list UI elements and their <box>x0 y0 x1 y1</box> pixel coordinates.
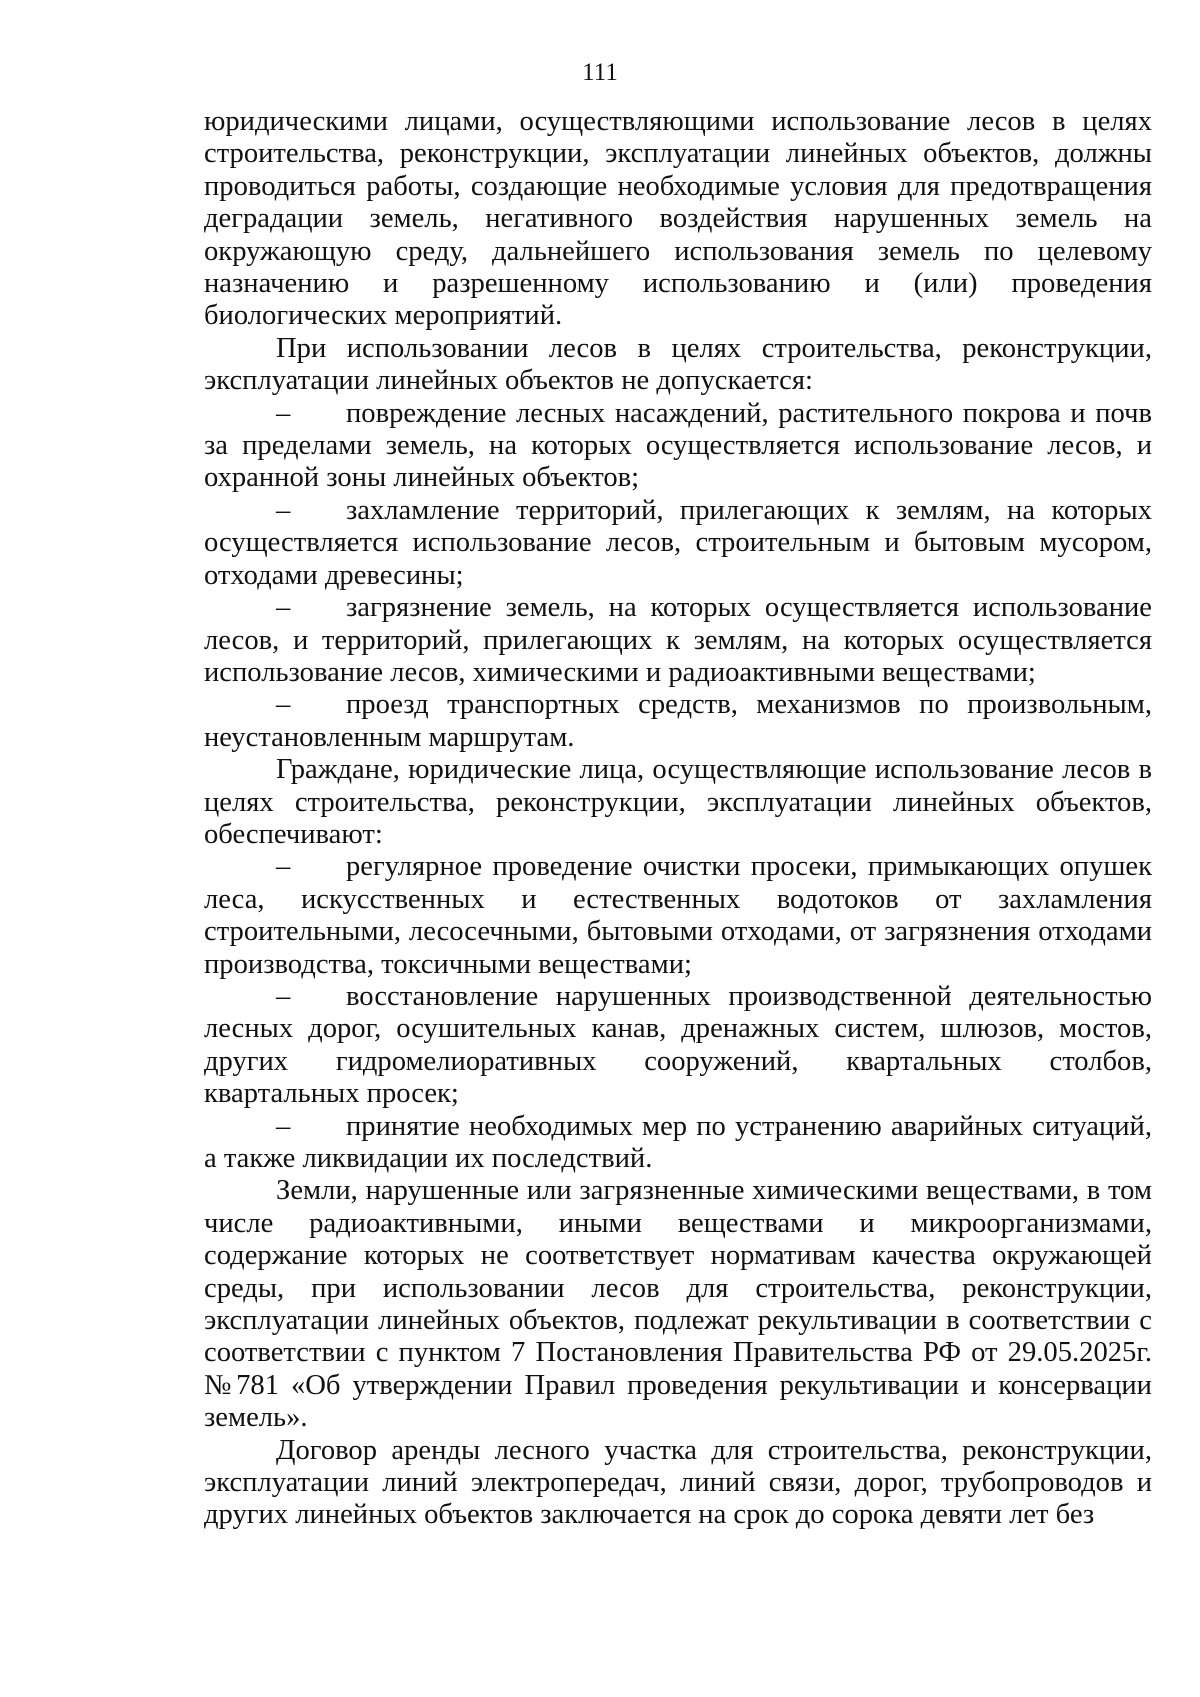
document-body <box>204 106 1152 1532</box>
dash-marker: – <box>276 980 291 1012</box>
list-item-vehicles <box>204 689 1152 754</box>
list-item-damage <box>204 398 1152 495</box>
list-item-text: регулярное проведение очистки просеки, примыкающих опушек леса, искусственных и естественных водотоков от захламления строительными, лесосечными, бытовыми отходами, от загрязнения отходами производства, токсичными веществами; <box>204 851 1152 980</box>
list-item-text: восстановление нарушенных производственной деятельностью лесных дорог, осушительных канав, дренажных систем, шлюзов, мостов, других гидромелиоративных сооружений, квартальных столбов, квартальных просек; <box>204 980 1152 1110</box>
paragraph-obligations-intro: Граждане, юридические лица, осуществляющие использование лесов в целях строительства, реконструкции, эксплуатации линейных объектов, обеспечивают: <box>204 754 1152 850</box>
list-item-restoration <box>204 981 1152 1111</box>
list-item-pollution <box>204 592 1152 689</box>
paragraph-lease-agreement: Договор аренды лесного участка для строительства, реконструкции, эксплуатации линий электропередач, линий связи, дорог, трубопроводов и других линейных объектов заключается на срок до сорока девяти лет без <box>204 1434 1152 1531</box>
paragraph-prohibitions-intro: При использовании лесов в целях строительства, реконструкции, эксплуатации линейных объектов не допускается: <box>204 332 1152 397</box>
paragraph-continuation: юридическими лицами, осуществляющими использование лесов в целях строительства, реконструкции, эксплуатации линейных объектов, должны проводиться работы, создающие необходимые условия для предотвращения деградации земель, негативного воздействия нарушенных земель на окружающую среду, дальнейшего использования земель по целевому назначению и разрешенному использованию и (или) проведения биологических мероприятий. <box>204 106 1152 332</box>
list-item-text: принятие необходимых мер по устранению аварийных ситуаций, а также ликвидации их последствий. <box>204 1110 1152 1174</box>
dash-marker: – <box>276 851 291 883</box>
dash-marker: – <box>276 689 291 721</box>
list-item-text: повреждение лесных насаждений, растительного покрова и почв за пределами земель, на которых осуществляется использование лесов, и охранной зоны линейных объектов; <box>204 397 1152 494</box>
page-number: 111 <box>582 59 618 86</box>
list-item-emergency <box>204 1111 1152 1176</box>
list-item-text: захламление территорий, прилегающих к землям, на которых осуществляется использование лесов, строительным и бытовым мусором, отходами древесины; <box>204 494 1152 591</box>
list-item-cleaning <box>204 851 1152 981</box>
dash-marker: – <box>276 397 291 429</box>
list-item-littering <box>204 495 1152 592</box>
dash-marker: – <box>276 592 291 624</box>
dash-marker: – <box>276 1110 291 1142</box>
list-item-text: проезд транспортных средств, механизмов по произвольным, неустановленным маршрутам. <box>204 689 1152 753</box>
dash-marker: – <box>276 494 291 526</box>
list-item-text: загрязнение земель, на которых осуществляется использование лесов, и территорий, прилегающих к землям, на которых осуществляется использование лесов, химическими и радиоактивными веществами; <box>204 592 1152 688</box>
paragraph-reclamation: Земли, нарушенные или загрязненные химическими веществами, в том числе радиоактивными, иными веществами и микроорганизмами, содержание которых не соответствует нормативам качества окружающей среды, при использовании лесов для строительства, реконструкции, эксплуатации линейных объектов, подлежат рекультивации в соответствии с соответствии с пунктом 7 Постановления Правительства РФ от 29.05.2025г. №781 «Об утверждении Правил проведения рекультивации и консервации земель». <box>204 1175 1152 1434</box>
